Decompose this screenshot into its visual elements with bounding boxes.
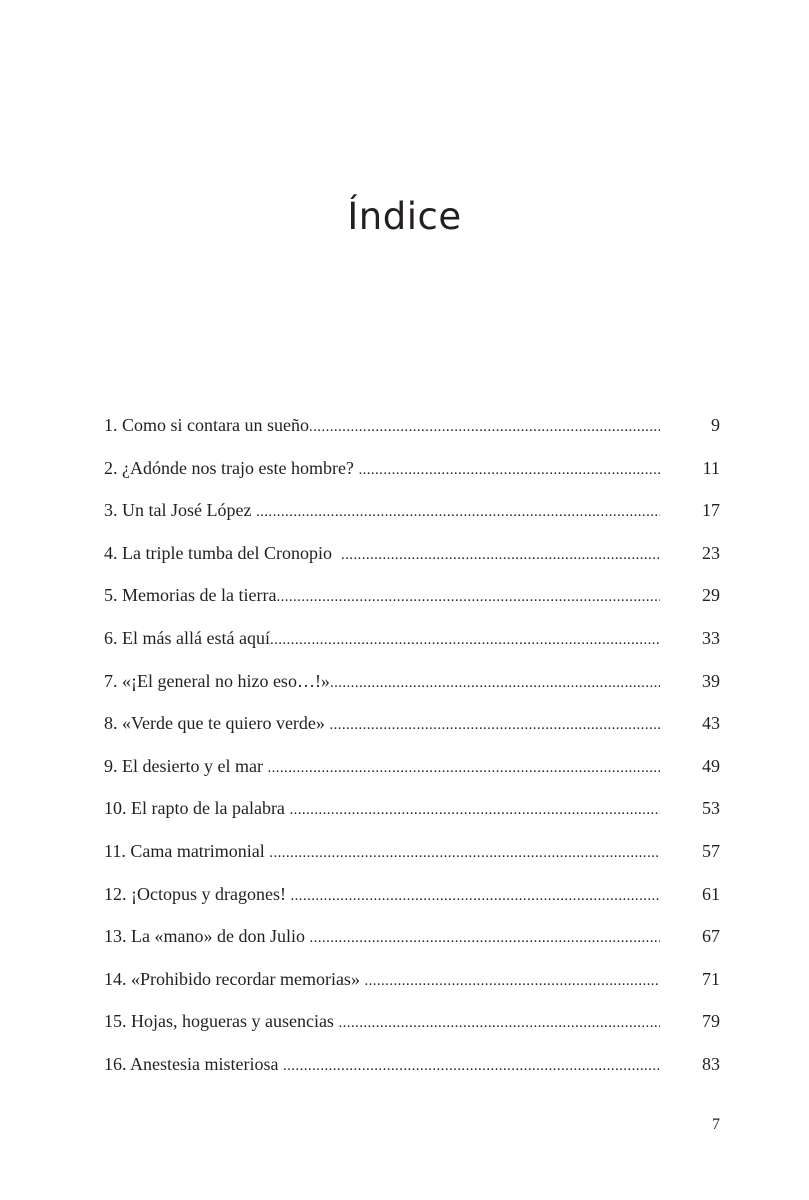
toc-entry xyxy=(104,837,720,880)
dot-leader xyxy=(329,711,660,739)
dot-leader xyxy=(338,1009,660,1037)
toc-entry xyxy=(104,667,720,710)
toc-entry-title: 9. El desierto y el mar xyxy=(104,755,268,776)
toc-entry-title: 4. La triple tumba del Cronopio xyxy=(104,542,341,563)
toc-entry-title: 8. «Verde que te quiero verde» xyxy=(104,713,330,734)
toc-entry-page-number: 71 xyxy=(702,968,720,989)
toc-entry-title: 3. Un tal José López xyxy=(104,500,256,521)
toc-entry-page-number: 67 xyxy=(702,926,720,947)
toc-entry-title: 13. La «mano» de don Julio xyxy=(104,926,310,947)
dot-leader xyxy=(364,967,660,995)
toc-entry xyxy=(104,752,720,795)
toc-entry-page-number: 43 xyxy=(702,713,720,734)
dot-leader xyxy=(270,626,660,654)
dot-leader xyxy=(289,796,660,824)
toc-entry-title: 5. Memorias de la tierra xyxy=(104,585,277,606)
toc-entry-page-number: 23 xyxy=(702,542,720,563)
toc-entry-page-number: 61 xyxy=(702,883,720,904)
toc-entry xyxy=(104,1050,720,1093)
toc-entry xyxy=(104,794,720,837)
page-number: 7 xyxy=(712,1116,720,1133)
toc-entry xyxy=(104,1007,720,1050)
dot-leader xyxy=(309,413,660,441)
toc-entry xyxy=(104,539,720,582)
toc-entry-page-number: 53 xyxy=(702,798,720,819)
toc-entry-page-number: 29 xyxy=(702,585,720,606)
toc-entry-title: 12. ¡Octopus y dragones! xyxy=(104,883,291,904)
dot-leader xyxy=(358,456,660,484)
dot-leader xyxy=(269,839,660,867)
toc-entry-title: 15. Hojas, hogueras y ausencias xyxy=(104,1011,339,1032)
toc-entry-title: 1. Como si contara un sueño xyxy=(104,415,309,435)
toc-entry-page-number: 39 xyxy=(702,670,720,691)
toc-entry-page-number: 57 xyxy=(702,840,720,861)
toc-entry-title: 10. El rapto de la palabra xyxy=(104,798,290,819)
dot-leader xyxy=(309,924,660,952)
toc-entry-page-number: 83 xyxy=(702,1053,720,1074)
toc-entry xyxy=(104,411,720,454)
toc-entry xyxy=(104,454,720,497)
table-of-contents xyxy=(104,411,720,1093)
dot-leader xyxy=(341,541,660,569)
toc-entry xyxy=(104,496,720,539)
toc-entry-page-number: 9 xyxy=(711,415,720,435)
toc-entry-page-number: 11 xyxy=(702,457,720,478)
dot-leader xyxy=(290,882,660,910)
dot-leader xyxy=(256,498,660,526)
toc-entry-title: 11. Cama matrimonial xyxy=(104,840,270,861)
dot-leader xyxy=(330,669,660,697)
toc-entry xyxy=(104,709,720,752)
toc-entry-page-number: 17 xyxy=(702,500,720,521)
toc-entry xyxy=(104,624,720,667)
toc-entry-title: 2. ¿Adónde nos trajo este hombre? xyxy=(104,457,359,478)
toc-entry xyxy=(104,880,720,923)
toc-entry-title: 7. «¡El general no hizo eso…!» xyxy=(104,670,330,691)
toc-entry xyxy=(104,922,720,965)
dot-leader xyxy=(267,754,660,782)
toc-entry-page-number: 33 xyxy=(702,627,720,648)
toc-entry-title: 14. «Prohibido recordar memorias» xyxy=(104,968,365,989)
toc-entry-page-number: 49 xyxy=(702,755,720,776)
dot-leader xyxy=(276,583,660,611)
toc-entry-title: 16. Anestesia misteriosa xyxy=(104,1053,283,1074)
toc-entry-page-number: 79 xyxy=(702,1011,720,1032)
toc-entry xyxy=(104,581,720,624)
page-title: Índice xyxy=(347,195,462,238)
toc-entry-title: 6. El más allá está aquí xyxy=(104,627,270,648)
toc-entry xyxy=(104,965,720,1008)
dot-leader xyxy=(283,1052,660,1080)
